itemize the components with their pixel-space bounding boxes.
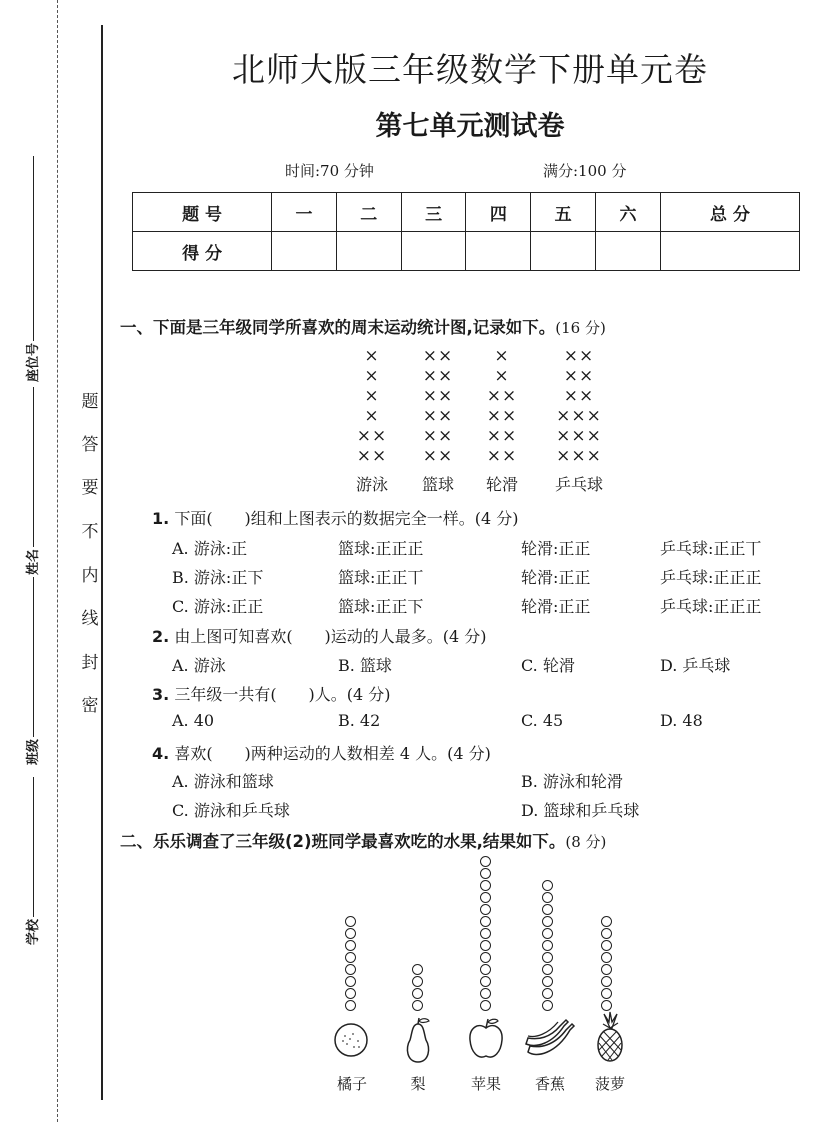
fruit-column-橘子	[345, 916, 356, 1012]
score-input-cell[interactable]	[272, 232, 337, 271]
table-cell: 六	[596, 193, 661, 232]
vote-circle	[480, 892, 491, 903]
tally-mark-row: ××	[422, 346, 454, 366]
option-detail: 乒乓球:正正正	[660, 568, 762, 587]
seal-char: 封	[81, 653, 99, 673]
score-input-cell[interactable]	[531, 232, 596, 271]
vote-circle	[601, 976, 612, 987]
tally-mark-row: ××	[486, 406, 518, 426]
seal-char: 不	[81, 522, 99, 542]
vote-circle	[601, 988, 612, 999]
fruit-label: 苹果	[470, 1075, 501, 1093]
seal-char: 题	[81, 392, 99, 412]
score-input-cell[interactable]	[660, 232, 799, 271]
option[interactable]: A. 游泳:正	[172, 539, 248, 558]
score-table-header-row	[133, 193, 800, 232]
fruit-column-香蕉	[542, 880, 553, 1012]
tally-mark-row: ××	[563, 386, 595, 406]
option[interactable]: A. 游泳和篮球	[172, 772, 274, 791]
option-detail: 篮球:正正正	[338, 539, 424, 558]
vote-circle	[345, 928, 356, 939]
vote-circle	[345, 916, 356, 927]
seal-char: 要	[81, 478, 99, 498]
sport-column-轮滑	[472, 346, 532, 466]
vote-circle	[542, 952, 553, 963]
tally-mark-row: ××	[563, 366, 595, 386]
pineapple-icon	[590, 1010, 630, 1064]
tally-mark-row: ×	[494, 346, 510, 366]
vote-circle	[345, 976, 356, 987]
orange-icon	[331, 1016, 371, 1060]
vote-circle	[601, 928, 612, 939]
tally-mark-row: ×	[364, 366, 380, 386]
fruit-label: 香蕉	[534, 1075, 565, 1093]
cut-line-dashed	[57, 0, 58, 1122]
table-cell: 总 分	[660, 193, 799, 232]
vote-circle	[480, 904, 491, 915]
tally-mark-row: ××	[356, 426, 388, 446]
tally-mark-row: ×	[364, 386, 380, 406]
vote-circle	[480, 964, 491, 975]
tally-mark-row: ××	[563, 346, 595, 366]
score-input-cell[interactable]	[336, 232, 401, 271]
option-detail: 乒乓球:正正丅	[660, 539, 762, 558]
sport-column-游泳	[342, 346, 402, 466]
vote-circle	[412, 976, 423, 987]
score-input-cell[interactable]	[596, 232, 661, 271]
option-detail: 篮球:正正下	[338, 597, 424, 616]
vote-circle	[601, 952, 612, 963]
question-2: 2. 由上图可知喜欢( )运动的人最多。(4 分)	[152, 627, 487, 646]
sport-label: 游泳	[355, 475, 388, 494]
fruit-label: 梨	[410, 1075, 426, 1093]
tally-mark-row: ××	[486, 446, 518, 466]
vote-circle	[542, 976, 553, 987]
vote-circle	[480, 988, 491, 999]
vote-circle	[412, 1000, 423, 1011]
sport-column-乒乓球	[549, 346, 609, 466]
question-3: 3. 三年级一共有( )人。(4 分)	[152, 685, 391, 704]
vote-circle	[480, 868, 491, 879]
tally-mark-row: ×××	[556, 426, 602, 446]
seal-char: 密	[81, 696, 99, 716]
seal-char: 内	[81, 566, 99, 586]
option[interactable]: D. 乒乓球	[660, 656, 731, 675]
sport-label: 篮球	[421, 475, 454, 494]
option-detail: 轮滑:正正	[521, 539, 591, 558]
score-input-cell[interactable]	[466, 232, 531, 271]
option[interactable]: C. 轮滑	[521, 656, 575, 675]
tally-mark-row: ×	[494, 366, 510, 386]
vote-circle	[542, 1000, 553, 1011]
tally-mark-row: ××	[422, 426, 454, 446]
table-cell: 一	[272, 193, 337, 232]
tally-mark-row: ×	[364, 406, 380, 426]
vote-circle	[480, 880, 491, 891]
time-label: 时间:70 分钟	[285, 162, 374, 180]
vote-circle	[480, 952, 491, 963]
option[interactable]: B. 篮球	[338, 656, 392, 675]
vote-circle	[542, 892, 553, 903]
option-detail: 轮滑:正正	[521, 568, 591, 587]
vote-circle	[412, 964, 423, 975]
table-cell: 五	[531, 193, 596, 232]
sport-column-篮球	[408, 346, 468, 466]
class-field[interactable]: 班级	[22, 577, 41, 765]
option[interactable]: B. 游泳:正下	[172, 568, 264, 587]
vote-circle	[542, 964, 553, 975]
apple-icon	[466, 1016, 506, 1062]
name-field[interactable]: 姓名	[22, 387, 41, 575]
fruit-label: 菠萝	[594, 1075, 625, 1093]
vote-circle	[480, 916, 491, 927]
tally-mark-row: ××	[486, 386, 518, 406]
vote-circle	[542, 988, 553, 999]
vote-circle	[345, 964, 356, 975]
table-cell: 得 分	[133, 232, 272, 271]
vote-circle	[601, 964, 612, 975]
score-table-score-row	[133, 232, 800, 271]
banana-icon	[522, 1016, 578, 1062]
tally-mark-row: ×	[364, 346, 380, 366]
pear-icon	[401, 1016, 435, 1066]
vote-circle	[480, 928, 491, 939]
option-detail: 轮滑:正正	[521, 597, 591, 616]
score-input-cell[interactable]	[401, 232, 466, 271]
option[interactable]: B. 游泳和轮滑	[521, 772, 623, 791]
table-cell: 四	[466, 193, 531, 232]
vote-circle	[542, 940, 553, 951]
option[interactable]: D. 篮球和乒乓球	[521, 801, 640, 820]
tally-mark-row: ××	[422, 366, 454, 386]
vote-circle	[345, 1000, 356, 1011]
school-field[interactable]: 学校	[22, 777, 41, 945]
option[interactable]: C. 45	[521, 711, 564, 730]
tally-mark-row: ××	[486, 426, 518, 446]
vote-circle	[480, 856, 491, 867]
option[interactable]: B. 42	[338, 711, 381, 730]
tally-mark-row: ××	[422, 386, 454, 406]
seat-field[interactable]: 座位号	[22, 156, 41, 382]
vote-circle	[345, 988, 356, 999]
tally-mark-row: ××	[356, 446, 388, 466]
full-score-label: 满分:100 分	[543, 162, 627, 180]
question-4: 4. 喜欢( )两种运动的人数相差 4 人。(4 分)	[152, 744, 491, 763]
option-detail: 乒乓球:正正正	[660, 597, 762, 616]
page-subtitle: 第七单元测试卷	[375, 111, 565, 142]
vote-circle	[542, 928, 553, 939]
table-cell: 题 号	[133, 193, 272, 232]
option[interactable]: A. 40	[172, 711, 215, 730]
vote-circle	[601, 940, 612, 951]
vote-circle	[542, 916, 553, 927]
option[interactable]: C. 游泳和乒乓球	[172, 801, 290, 820]
vote-circle	[480, 940, 491, 951]
vote-circle	[412, 988, 423, 999]
option[interactable]: D. 48	[660, 711, 703, 730]
vote-circle	[480, 1000, 491, 1011]
fruit-column-苹果	[480, 856, 491, 1012]
vote-circle	[345, 940, 356, 951]
tally-mark-row: ×××	[556, 446, 602, 466]
seal-char: 线	[81, 609, 99, 629]
sport-label: 乒乓球	[554, 475, 603, 494]
score-table	[132, 192, 800, 271]
vote-circle	[345, 952, 356, 963]
vote-circle	[601, 916, 612, 927]
table-cell: 二	[336, 193, 401, 232]
option[interactable]: C. 游泳:正正	[172, 597, 264, 616]
page-title: 北师大版三年级数学下册单元卷	[232, 50, 708, 89]
fruit-column-梨	[412, 964, 423, 1012]
tally-mark-row: ××	[422, 406, 454, 426]
fruit-column-菠萝	[601, 916, 612, 1012]
table-cell: 三	[401, 193, 466, 232]
question-1: 1. 下面( )组和上图表示的数据完全一样。(4 分)	[152, 509, 519, 528]
section2-heading: 二、乐乐调查了三年级(2)班同学最喜欢吃的水果,结果如下。(8 分)	[120, 832, 607, 851]
vote-circle	[542, 880, 553, 891]
option-detail: 篮球:正正丅	[338, 568, 424, 587]
sport-label: 轮滑	[485, 475, 518, 494]
vote-circle	[480, 976, 491, 987]
seal-char: 答	[81, 435, 99, 455]
fruit-label: 橘子	[336, 1075, 367, 1093]
section1-heading: 一、下面是三年级同学所喜欢的周末运动统计图,记录如下。(16 分)	[120, 318, 606, 337]
tally-mark-row: ×××	[556, 406, 602, 426]
tally-mark-row: ××	[422, 446, 454, 466]
binding-line	[101, 25, 103, 1100]
option[interactable]: A. 游泳	[172, 656, 226, 675]
vote-circle	[542, 904, 553, 915]
